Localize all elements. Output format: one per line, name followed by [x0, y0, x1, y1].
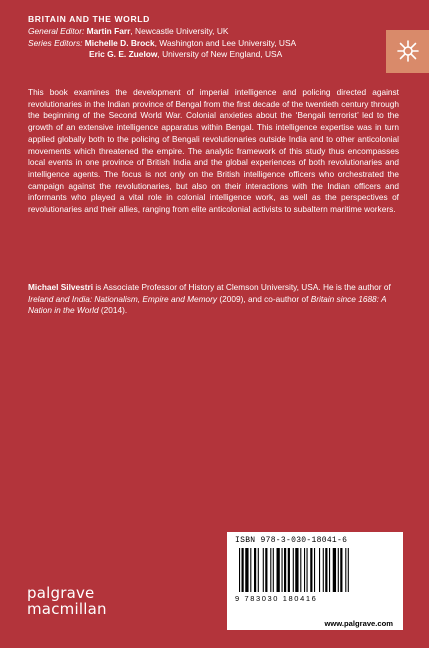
book-description: This book examines the development of imperial intelligence and policing directed against revolutionaries in the Indian province of Bengal from the first decade of the twentieth century through the beginning of the Second World War. Colonial anxieties about the ‘Bengali terrorist’ led to the growth of an extensive intelligence apparatus within Bengal. This intelligence expertise was in turn applied globally both to the policing of Bengali revolutionaries outside India and to other anticolonial movements which threatened the empire. The analytic framework of this study thus encompasses local events in one province of British India and the global experiences of both revolutionaries and intelligence agents. The focus is not only on the British intelligence officers who orchestrated the campaign against the revolutionaries, but also on their interactions with the Indian officers and informants who played a vital role in colonial intelligence work, as well as the perspectives of revolutionaries and their allies, ranging from elite anticolonial activists to subaltern maritime workers. [28, 87, 399, 215]
series-editor-2-affiliation: , University of New England, USA [157, 49, 283, 59]
publisher-url: www.palgrave.com [227, 617, 403, 630]
general-editor-affiliation: , Newcastle University, UK [130, 26, 229, 36]
barcode-icon [239, 548, 391, 594]
series-editor-1 [28, 38, 368, 50]
general-editor [28, 26, 368, 38]
author-name: Michael Silvestri [28, 282, 94, 292]
isbn-label: ISBN 978-3-030-18041-6 [235, 536, 348, 545]
author-bio [28, 282, 399, 317]
bio-text-2: (2009), and co-author of [217, 293, 311, 304]
series-block [28, 14, 368, 61]
book-title-2: Britain since 1688: A Nation in the World [28, 293, 387, 316]
series-editor-2-name: Eric G. E. Zuelow [89, 49, 158, 59]
general-editor-name: Martin Farr [86, 26, 131, 36]
series-editor-2 [28, 49, 368, 61]
book-title-1: Ireland and India: Nationalism, Empire and Memory [28, 293, 218, 304]
springer-chess-knight-icon [396, 39, 420, 63]
publisher-line-1: palgrave [27, 584, 95, 602]
bio-text-3: (2014). [98, 305, 128, 316]
series-editors-role: Series Editors: [28, 37, 83, 48]
publisher-logo [27, 585, 107, 617]
bio-text-1: is Associate Professor of History at Clemson University, USA. He is the author of [93, 282, 391, 292]
barcode-box [227, 532, 403, 617]
publisher-line-2: macmillan [27, 600, 107, 618]
series-editor-1-name: Michelle D. Brock [84, 37, 155, 48]
barcode-digits: 9 783030 180416 [235, 594, 318, 603]
springer-logo-square [386, 30, 429, 73]
series-editor-1-affiliation: , Washington and Lee University, USA [154, 37, 297, 48]
series-title: BRITAIN AND THE WORLD [28, 14, 150, 24]
general-editor-role: General Editor: [28, 26, 85, 36]
